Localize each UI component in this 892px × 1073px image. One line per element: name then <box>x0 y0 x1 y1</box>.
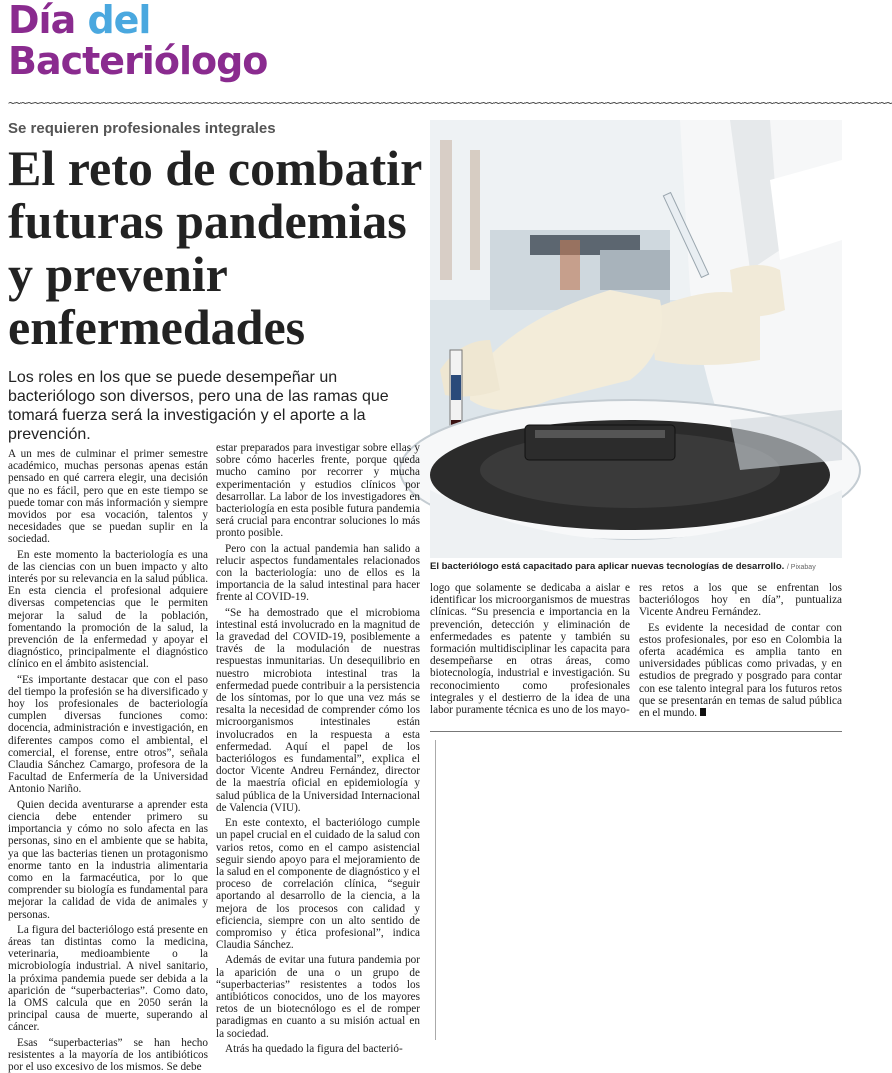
lab-photo-illustration <box>430 120 842 558</box>
paragraph: La figura del bacteriólogo está presente en áreas tan distintas como la medicina, veterinaria, medioambiente o la microbiología industrial. A nivel sanitario, la próxima pandemia puede ser debida a la aparición de “superbacterias”. Como dato, la OMS calcula que en 2050 serán la principal causa de muerte, superando al cáncer. <box>8 923 208 1034</box>
photo-credit: / Pixabay <box>786 564 816 571</box>
headline-line: y prevenir <box>8 246 228 302</box>
paragraph: logo que solamente se dedicaba a aislar e identificar los microorganismos de muestras clínicas. “Su presencia e importancia en la prevención, detección y eliminación de enfermedades es patente y también su formación multidisciplinar les capacita para desempeñarse en otras áreas, como biotecnología, industrial e investigación. Su reconocimiento como profesionales integrales y el destierro de la idea de una labor puramente técnica es uno de los mayo- <box>430 582 630 717</box>
photo-caption <box>430 561 842 572</box>
body-column-3 <box>430 582 630 727</box>
end-of-article-mark <box>700 708 706 716</box>
decorative-wave-divider: ~~~~~~~~~~~~~~~~~~~~~~~~~~~~~~~~~~~~~~~~~~~~~~~~~~~~~~~~~~~~~~~~~~~~~~~~~~~~~~~~~~~~~~~~~~~~~~~~~~~~~~~~~~~~~~~~~~~~~~~~~~~~~~~~~~~~~~~~~~~~~~ <box>8 96 892 110</box>
body-column-4 <box>639 582 842 727</box>
column-rule <box>435 740 436 1040</box>
paragraph: “Se ha demostrado que el microbioma intestinal está involucrado en la magnitud de la gravedad del COVID-19, posiblemente a través de la modulación de nuestras respuestas inmunitarias. Un desequilibrio en nuestro microbiota intestinal tras la enfermedad puede contribuir a la persistencia de los síntomas, por lo que una vez más se resalta la necesidad de comprender cómo los microorganismos intestinales están involucrados en la respuesta a esta enfermedad. Aquí el papel de los bacteriólogos es fundamental”, explica el doctor Vicente Andreu Fernández, director de la maestría oficial en epidemiología y salud pública de la Universidad Internacional de Valencia (VIU). <box>216 606 420 814</box>
body-column-1 <box>8 448 208 1073</box>
headline-line: futuras pandemias <box>8 193 407 249</box>
paragraph: Atrás ha quedado la figura del bacterió- <box>225 1042 403 1055</box>
paragraph: A un mes de culminar el primer semestre académico, muchas personas apenas están pensado en qué carrera elegir, una decisión que no es fácil, pero que en este tiempo se puede tomar con más información y siempre movidos por esa vocación, talentos y necesidades que se puedan suplir en la sociedad. <box>8 448 208 546</box>
headline-line: enfermedades <box>8 299 306 355</box>
section-divider <box>430 731 842 732</box>
headline-line: El reto de combatir <box>8 140 423 196</box>
article-kicker: Se requieren profesionales integrales <box>8 120 276 137</box>
body-column-2 <box>216 442 420 1055</box>
paragraph-text: Es evidente la necesidad de contar con estos profesionales, por eso en Colombia la oferta académica es amplia tanto en universidades públicas como privadas, y en estudios de pregrado y posgrado para contar con ese talento integral para los futuros retos que se presentarán en temas de salud pública en el mundo. <box>639 621 842 720</box>
paragraph: Quien decida aventurarse a aprender esta ciencia debe entender primero su importancia y cómo no solo afecta en las personas, sino en el ambiente que se habita, ya que las bacterias tienen un protagonismo enorme tanto en la industria alimentaria como en la farmacéutica, por lo que comprender su biología es fundamental para mejorar la calidad de vida de animales y personas. <box>8 798 208 921</box>
paragraph: “Es importante destacar que con el paso del tiempo la profesión se ha diversificado y hoy los profesionales de bacteriología cumplen diversas funciones como: docencia, administración e investigación, en diferentes campos como el ambiental, el comercial, el forense, entre otros”, señala Claudia Sánchez Camargo, profesora de la Facultad de Enfermería de la Universidad Antonio Nariño. <box>8 673 208 796</box>
paragraph: En este contexto, el bacteriólogo cumple un papel crucial en el cuidado de la salud con varios retos, como en el campo asistencial seguir siendo apoyo para el mejoramiento de la salud en el componente de diagnóstico y el proceso de correlación clínica, “seguir aportando al desarrollo de la ciencia, a la mejora de los procesos con calidad y eficiencia, siempre con un alto sentido de compromiso y ética profesional”, indica Claudia Sánchez. <box>216 817 420 952</box>
article-lead: Los roles en los que se puede desempeñar un bacteriólogo son diversos, pero una de las ramas que tomará fuerza será la investigación y el aporte a la prevención. <box>8 369 389 443</box>
caption-text: El bacteriólogo está capacitado para aplicar nuevas tecnologías de desarrollo. <box>430 561 785 572</box>
paragraph: res retos a los que se enfrentan los bacteriólogos hoy en día”, puntualiza Vicente Andreu Fernández. <box>639 582 842 619</box>
paragraph: Pero con la actual pandemia han salido a relucir aspectos fundamentales relacionados con la bacteriología: uno de ellos es la importancia de la salud intestinal para hacer frente al COVID-19. <box>216 542 420 604</box>
lab-photo <box>430 120 842 558</box>
masthead-word-dia: Día <box>8 0 76 42</box>
paragraph: Además de evitar una futura pandemia por la aparición de una o un grupo de “superbacterias” resistentes a todos los antibióticos conocidos, uno de los mayores retos de un biotecnólogo es el de romper paradigmas en cuanto a su misión actual en la sociedad. <box>216 954 420 1040</box>
paragraph: En este momento la bacteriología es una de las ciencias con un buen impacto y alto interés por su relevancia en la salud pública. En esta ciencia el profesional adquiere diversas competencias que le permiten mejorar la salud de la población, fomentando la promoción de la salud, la prevención de la enfermedad y apoyar el diagnóstico, principalmente el diagnóstico clínico en el ámbito asistencial. <box>8 548 208 671</box>
paragraph <box>639 622 842 720</box>
masthead-word-bacteriologo: Bacteriólogo <box>8 39 268 83</box>
article-headline <box>8 142 428 354</box>
paragraph: estar preparados para investigar sobre ellas y sobre cómo hacerles frente, porque queda mucho camino por recorrer y mucha experimentación y estudios clínicos por desarrollar. La labor de los investigadores en bacteriología en esta posible futura pandemia será crucial para encontrar soluciones lo más pronto posible. <box>216 442 420 540</box>
section-masthead <box>8 0 348 82</box>
paragraph: Esas “superbacterias” se han hecho resistentes a la mayoría de los antibióticos por el uso excesivo de los mismos. Se debe <box>8 1036 208 1073</box>
masthead-word-del: del <box>87 0 151 42</box>
